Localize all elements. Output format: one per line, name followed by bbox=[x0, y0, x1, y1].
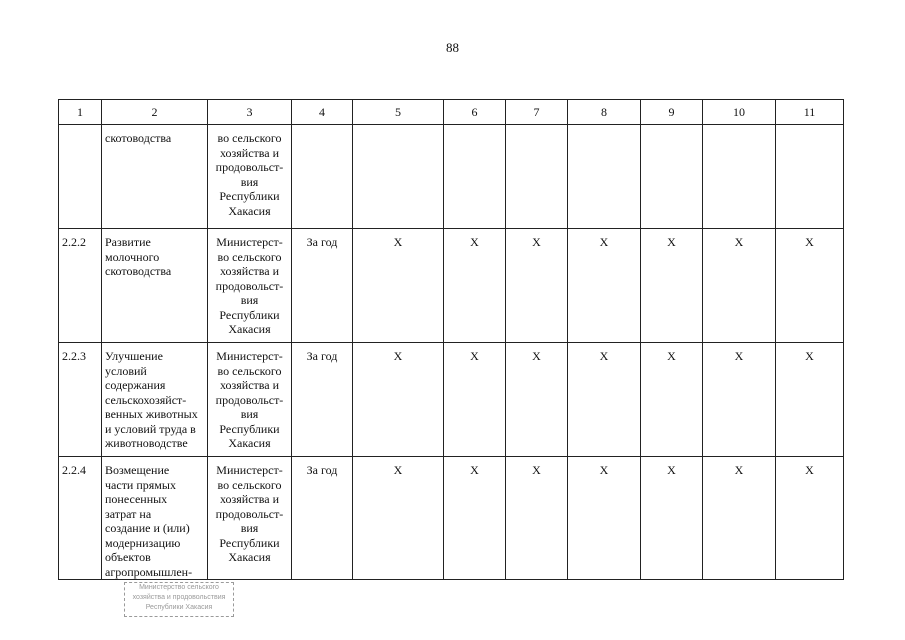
header-cell-11: 11 bbox=[776, 100, 844, 125]
header-cell-3: 3 bbox=[208, 100, 292, 125]
mark-cell: Х bbox=[353, 343, 444, 457]
mark-cell: Х bbox=[641, 229, 703, 343]
ministry-stamp: Министерство сельского хозяйства и продовольствия Республики Хакасия bbox=[124, 582, 234, 617]
mark-cell: Х bbox=[568, 343, 641, 457]
mark-cell: Х bbox=[641, 343, 703, 457]
item-number bbox=[59, 125, 102, 229]
mark-cell: Х bbox=[444, 229, 506, 343]
item-name: Улучшение условий содержания сельскохозяйст- венных животных и условий труда в животноводстве bbox=[102, 343, 208, 457]
header-cell-4: 4 bbox=[292, 100, 353, 125]
mark-cell: Х bbox=[776, 229, 844, 343]
program-table bbox=[58, 99, 844, 580]
header-cell-2: 2 bbox=[102, 100, 208, 125]
mark-cell bbox=[703, 125, 776, 229]
mark-cell bbox=[444, 125, 506, 229]
header-cell-8: 8 bbox=[568, 100, 641, 125]
item-executor: Министерст- во сельского хозяйства и продовольст- вия Республики Хакасия bbox=[208, 343, 292, 457]
item-name: Возмещение части прямых понесенных затрат на создание и (или) модернизацию объектов агропромышлен- bbox=[102, 457, 208, 580]
item-name: Развитие молочного скотоводства bbox=[102, 229, 208, 343]
mark-cell bbox=[568, 125, 641, 229]
table-row bbox=[59, 125, 844, 229]
mark-cell: Х bbox=[703, 457, 776, 580]
mark-cell: Х bbox=[444, 457, 506, 580]
table-row bbox=[59, 229, 844, 343]
item-period: За год bbox=[292, 457, 353, 580]
mark-cell: Х bbox=[353, 457, 444, 580]
page-number: 88 bbox=[446, 40, 459, 55]
mark-cell bbox=[506, 125, 568, 229]
header-cell-7: 7 bbox=[506, 100, 568, 125]
table-row bbox=[59, 457, 844, 580]
item-executor: во сельского хозяйства и продовольст- вия Республики Хакасия bbox=[208, 125, 292, 229]
header-row bbox=[59, 100, 844, 125]
item-period: За год bbox=[292, 229, 353, 343]
mark-cell: Х bbox=[776, 343, 844, 457]
mark-cell: Х bbox=[506, 343, 568, 457]
mark-cell: Х bbox=[506, 457, 568, 580]
header-cell-1: 1 bbox=[59, 100, 102, 125]
mark-cell: Х bbox=[506, 229, 568, 343]
mark-cell: Х bbox=[353, 229, 444, 343]
item-name: скотоводства bbox=[102, 125, 208, 229]
mark-cell: Х bbox=[568, 229, 641, 343]
item-executor: Министерст- во сельского хозяйства и продовольст- вия Республики Хакасия bbox=[208, 229, 292, 343]
mark-cell bbox=[641, 125, 703, 229]
mark-cell bbox=[776, 125, 844, 229]
mark-cell: Х bbox=[641, 457, 703, 580]
mark-cell: Х bbox=[703, 343, 776, 457]
mark-cell: Х bbox=[568, 457, 641, 580]
item-number: 2.2.4 bbox=[59, 457, 102, 580]
table-row bbox=[59, 343, 844, 457]
mark-cell bbox=[353, 125, 444, 229]
mark-cell: Х bbox=[776, 457, 844, 580]
item-period bbox=[292, 125, 353, 229]
item-number: 2.2.2 bbox=[59, 229, 102, 343]
header-cell-9: 9 bbox=[641, 100, 703, 125]
header-cell-5: 5 bbox=[353, 100, 444, 125]
item-period: За год bbox=[292, 343, 353, 457]
mark-cell: Х bbox=[444, 343, 506, 457]
item-executor: Министерст- во сельского хозяйства и продовольст- вия Республики Хакасия bbox=[208, 457, 292, 580]
header-cell-10: 10 bbox=[703, 100, 776, 125]
item-number: 2.2.3 bbox=[59, 343, 102, 457]
mark-cell: Х bbox=[703, 229, 776, 343]
header-cell-6: 6 bbox=[444, 100, 506, 125]
